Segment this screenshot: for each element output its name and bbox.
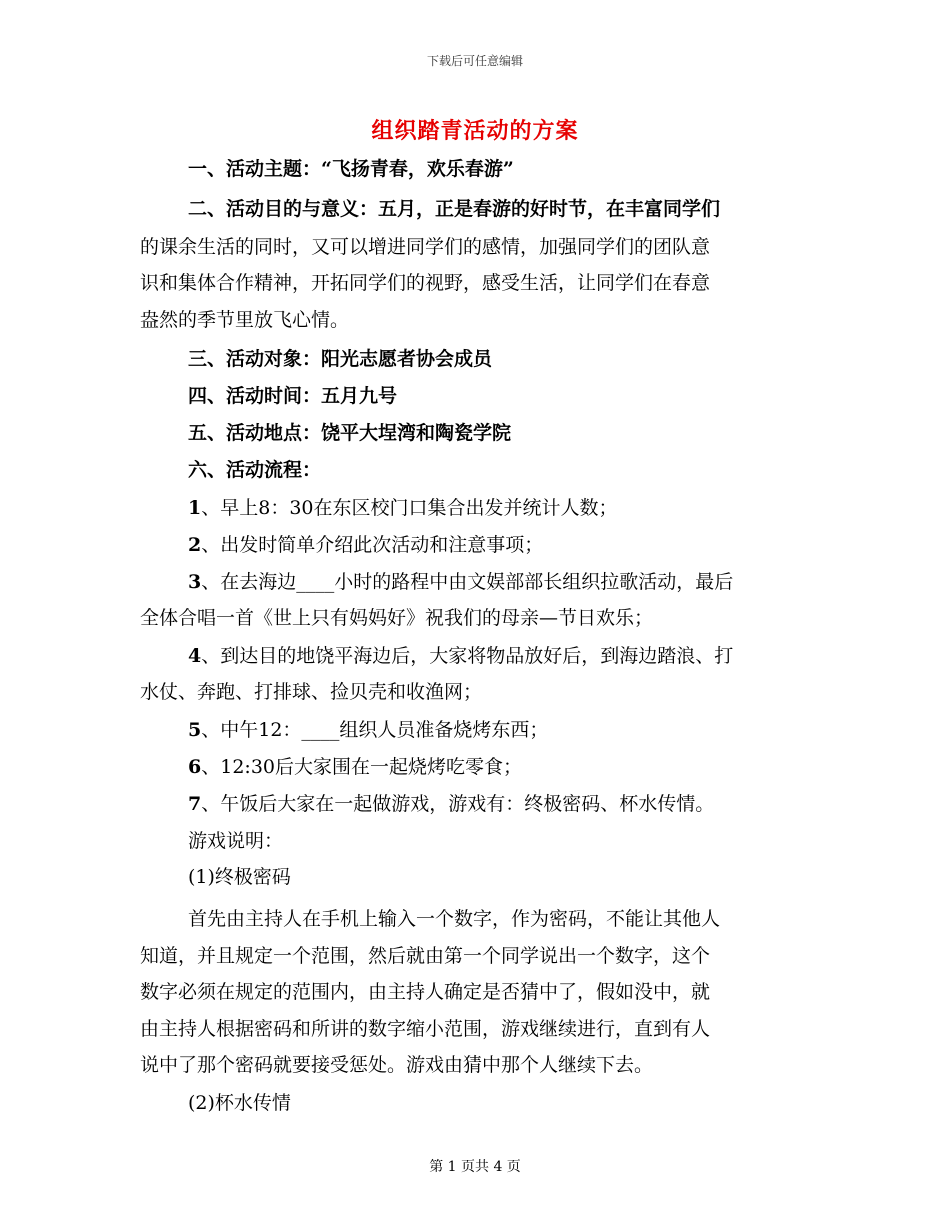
step-number: 1	[188, 497, 202, 519]
game-1-line-3: 数字必须在规定的范围内，由主持人确定是否猜中了，假如没中，就	[140, 981, 711, 1003]
section-purpose-text: 二、活动目的与意义：五月，正是春游的好时节，在丰富同学们	[188, 198, 721, 220]
game-heading: 游戏说明：	[188, 830, 284, 852]
step-text: 、在去海边____小时的路程中由文娱部部长组织拉歌活动，最后	[201, 571, 734, 593]
step-text: 、12:30后大家围在一起烧烤吃零食；	[201, 756, 522, 778]
step-4-continued: 水仗、奔跑、打排球、捡贝壳和收渔网；	[140, 681, 483, 703]
step-5	[188, 715, 548, 742]
step-number: 3	[188, 571, 202, 593]
step-3-continued: 全体合唱一首《世上只有妈妈好》祝我们的母亲—节日欢乐；	[140, 607, 654, 629]
step-3	[188, 567, 733, 594]
step-number: 6	[188, 756, 202, 778]
game-1-title: (1)终极密码	[188, 866, 291, 888]
page-header: 下载后可任意编辑	[426, 54, 523, 68]
section-time: 四、活动时间：五月九号	[188, 385, 398, 407]
game-1-line-1: 首先由主持人在手机上输入一个数字，作为密码，不能让其他人	[188, 908, 721, 930]
step-2	[188, 530, 543, 557]
document-title: 组织踏青活动的方案	[371, 118, 579, 144]
game-1-line-2: 知道，并且规定一个范围，然后就由第一个同学说出一个数字，这个	[140, 945, 711, 967]
step-number: 2	[188, 534, 202, 556]
step-text: 、午饭后大家在一起做游戏，游戏有：终极密码、杯水传情。	[201, 793, 715, 815]
step-7	[188, 789, 714, 816]
step-1	[188, 493, 618, 520]
step-text: 、早上8：30在东区校门口集合出发并统计人数；	[201, 497, 618, 519]
step-number: 7	[188, 793, 202, 815]
section-purpose-line-1	[188, 194, 720, 221]
section-theme: 一、活动主题：“飞扬青春，欢乐春游”	[188, 158, 514, 180]
page-footer: 第 1 页共 4 页	[429, 1159, 521, 1175]
game-1-line-4: 由主持人根据密码和所讲的数字缩小范围，游戏继续进行，直到有人	[140, 1018, 711, 1040]
step-text: 、出发时简单介绍此次活动和注意事项；	[201, 534, 544, 556]
step-text: 、中午12：____组织人员准备烧烤东西；	[201, 719, 549, 741]
step-6	[188, 752, 522, 779]
section-purpose-line-3: 识和集体合作精神，开拓同学们的视野，感受生活，让同学们在春意	[140, 272, 711, 294]
section-process: 六、活动流程：	[188, 459, 322, 481]
step-number: 5	[188, 719, 202, 741]
section-participants: 三、活动对象：阳光志愿者协会成员	[188, 348, 493, 370]
section-location: 五、活动地点：饶平大埕湾和陶瓷学院	[188, 422, 512, 444]
game-2-title: (2)杯水传情	[188, 1092, 291, 1114]
step-number: 4	[188, 645, 202, 667]
game-1-line-5: 说中了那个密码就要接受惩处。游戏由猜中那个人继续下去。	[140, 1054, 654, 1076]
step-text: 、到达目的地饶平海边后，大家将物品放好后，到海边踏浪、打	[201, 645, 734, 667]
section-purpose-line-4: 盎然的季节里放飞心情。	[140, 309, 350, 331]
step-4	[188, 641, 733, 668]
section-purpose-line-2: 的课余生活的同时，又可以增进同学们的感情，加强同学们的团队意	[140, 236, 711, 258]
